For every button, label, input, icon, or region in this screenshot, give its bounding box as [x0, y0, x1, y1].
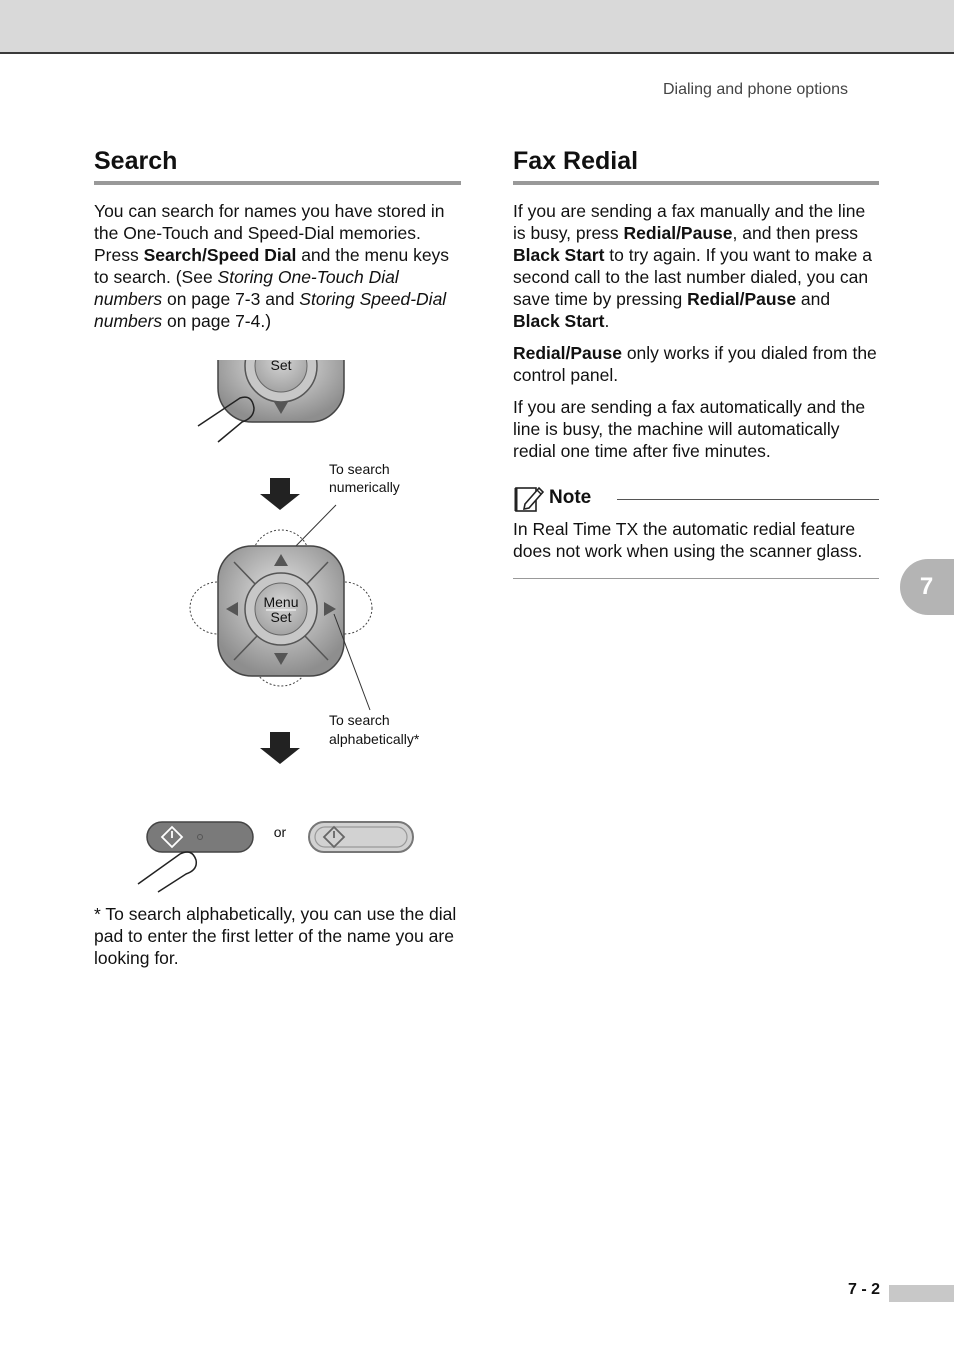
search-keys-illustration	[94, 356, 461, 896]
note-pencil-icon	[513, 484, 545, 514]
note-title: Note	[549, 487, 592, 508]
search-section	[94, 146, 461, 332]
fax-redial-paragraph-2: Redial/Pause only works if you dialed from the control panel.	[513, 343, 877, 385]
note-divider	[617, 499, 879, 500]
label-search-numerically-2: numerically	[329, 479, 400, 495]
down-arrow-icon	[260, 732, 300, 764]
label-search-alphabetically-2: alphabetically*	[329, 731, 420, 747]
label-search-numerically-1: To search	[329, 461, 390, 477]
label-search-alphabetically-1: To search	[329, 712, 390, 728]
finger-press-icon	[138, 852, 196, 892]
chapter-header: Dialing and phone options	[662, 81, 848, 98]
fax-redial-section	[513, 146, 879, 579]
callout-line-alphabetic	[334, 614, 370, 710]
page-number-bar	[889, 1285, 954, 1302]
or-text: or	[273, 824, 287, 840]
note-text: In Real Time TX the automatic redial feature does not work when using the scanner glass.	[513, 519, 863, 561]
set-key-label-top: Set	[270, 357, 292, 373]
search-paragraph: You can search for names you have stored in the One-Touch and Speed-Dial memories. Press Search/Speed Dial and the menu keys to search. (See Storing One-Touch Dial numbers on page 7-3 and Storing Speed-Dial numbers on page 7-4.)	[94, 201, 450, 331]
black-start-button-icon	[147, 822, 253, 852]
fax-redial-heading: Fax Redial	[513, 146, 879, 185]
note-bottom-divider	[513, 578, 879, 579]
down-arrow-icon	[260, 478, 300, 510]
top-banner	[0, 0, 954, 54]
color-start-button-icon	[309, 822, 413, 852]
search-footnote: * To search alphabetically, you can use the dial pad to enter the first letter of the name you are looking for.	[94, 904, 457, 968]
callout-line-numeric	[292, 505, 336, 550]
set-key-label: Set	[270, 609, 292, 625]
fax-redial-paragraph-3: If you are sending a fax automatically and the line is busy, the machine will automatically redial one time after five minutes.	[513, 397, 866, 461]
note-box	[513, 484, 879, 579]
fax-redial-paragraph-1: If you are sending a fax manually and the line is busy, press Redial/Pause, and then press Black Start to try again. If you want to make a second call to the last number dialed, you can save time by pressing Redial/Pause and Black Start.	[513, 201, 872, 331]
chapter-tab: 7	[900, 559, 954, 615]
search-heading: Search	[94, 146, 461, 185]
page-number: 7 - 2	[847, 1281, 880, 1298]
menu-key-label: Menu	[263, 594, 299, 610]
